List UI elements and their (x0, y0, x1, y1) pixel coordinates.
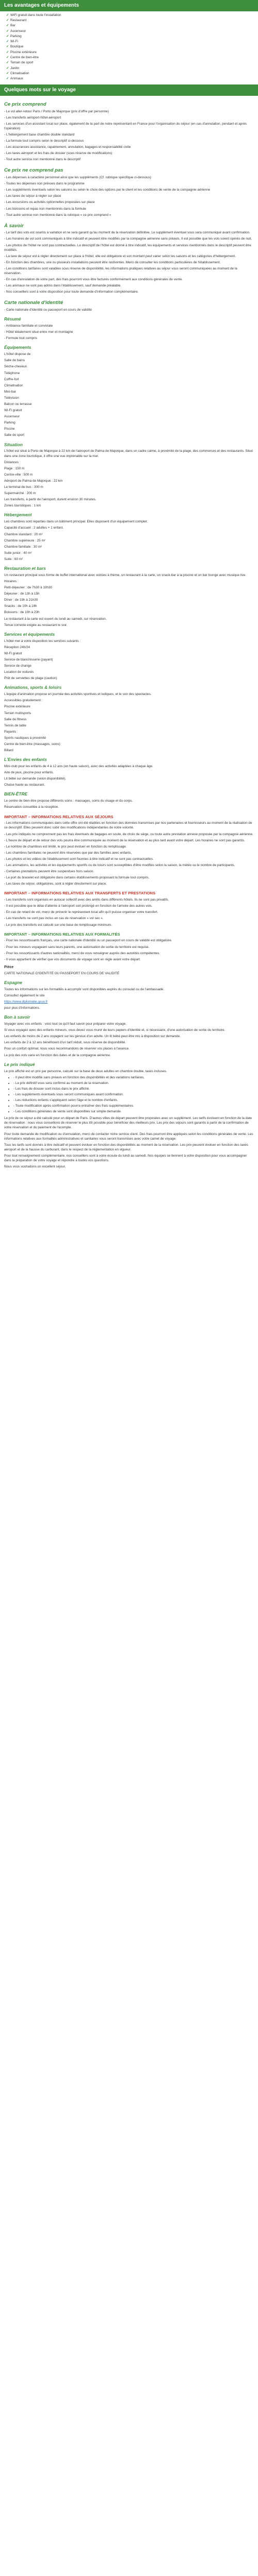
paragraph: Centre de bien-être (massages, soins) (4, 742, 60, 746)
check-icon: ✓ (6, 71, 9, 75)
feature-item (6, 23, 254, 28)
paragraph: - Le port du bracelet est obligatoire dans certains établissements proposant la formule tout compris. (4, 876, 150, 880)
paragraph: L'équipe d'animation propose en journée des activités sportives et ludiques, et le soir des spectacles. (4, 692, 152, 697)
section (4, 299, 254, 312)
section-heading: Restauration et bars (4, 565, 46, 571)
feature-label: Climatisation (10, 71, 29, 75)
check-icon: ✓ (6, 40, 9, 44)
paragraph: - Les horaires de vol sont communiqués à titre indicatif et peuvent être modifiés par la compagnie aérienne sans préavis. Il est possible que les vols soient opérés de nuit. (4, 237, 252, 241)
paragraph: L'hôtel dispose de : (4, 352, 33, 357)
paragraph: Terrain multisports (4, 711, 31, 715)
check-icon: ✓ (6, 77, 9, 81)
section (4, 1062, 254, 1074)
paragraph: Salle de sport (4, 433, 25, 437)
paragraph: Télévision (4, 396, 19, 400)
paragraph: - Certaines prestations peuvent être suspendues hors saison. (4, 870, 94, 874)
paragraph: Chambre standard : 20 m² (4, 532, 43, 536)
section-heading: BIEN-ÊTRE (4, 791, 28, 797)
feature-list (4, 11, 254, 81)
paragraph: Balcon ou terrasse (4, 402, 32, 406)
feature-label: Centre de bien-être (10, 56, 39, 60)
bullet-item: • - Les conditions générales de vente sont disponibles sur simple demande. (13, 1109, 254, 1114)
paragraph: Sports nautiques à proximité (4, 736, 46, 740)
paragraph: - En cas d'annulation de votre part, des frais pourront vous être facturés conformément aux conditions générales de vente. (4, 278, 183, 282)
paragraph: Supermarché : 200 m (4, 492, 36, 496)
paragraph: - Formule tout compris (4, 336, 37, 341)
paragraph: Les enfants de moins de 2 ans voyagent sur les genoux d'un adulte. Un lit bébé peut être mis à disposition sur demande. (4, 1035, 181, 1039)
paragraph: - Les boissons et repas non mentionnés dans la formule (4, 207, 86, 211)
paragraph: - Les informations communiquées dans cette offre ont été établies en fonction des données transmises par nos partenaires et fournisseurs au moment de la réalisation de ce descriptif. Elles peuvent donc subir des modifications indépendantes de notre volonté. (4, 821, 252, 830)
paragraph: Suite : 60 m² (4, 557, 23, 561)
section-heading: À savoir (4, 223, 24, 229)
paragraph: Prêt de serviettes de plage (caution) (4, 676, 57, 681)
paragraph: - Le prix des transferts est calculé sur une base de remplissage minimum. (4, 923, 112, 927)
page (0, 0, 258, 1181)
paragraph: Accessibles gratuitement : (4, 699, 43, 703)
section-heading: Ce prix ne comprend pas (4, 167, 63, 174)
paragraph: - Il est possible que le délai d'attente à l'aéroport soit prolongé en fonction de l'arrivée des autres vols. (4, 904, 153, 908)
section-heading: Situation (4, 442, 23, 447)
section-heading: L'Envies des enfants (4, 757, 47, 762)
paragraph: Service de change (4, 664, 31, 668)
paragraph: Centre-ville : 500 m (4, 472, 33, 477)
paragraph: Wi-Fi gratuit (4, 409, 22, 413)
paragraph: - La taxe de séjour est à régler directement sur place à l'hôtel, elle est obligatoire et son montant peut varier selon les saisons et les catégories d'hébergement. (4, 254, 236, 258)
check-icon: ✓ (6, 34, 9, 38)
paragraph: - L'hébergement base chambre double standard (4, 133, 75, 137)
section-heading: Espagne (4, 979, 22, 985)
paragraph: Tous les tarifs sont donnés à titre indicatif et peuvent évoluer en fonction des disponibilités au moment de la réservation. Les prix peuvent évoluer en fonction des taxes aéroport et de la hausse du carburant, dans le respect de la réglementation en vigueur. (4, 1143, 248, 1151)
external-link[interactable]: https://www.diplomatie.gouv.fr (4, 999, 48, 1004)
paragraph: - Le nombre de chambres est limité, le prix peut évoluer en fonction du remplissage. (4, 844, 127, 849)
paragraph: Tennis de table (4, 723, 26, 727)
check-icon: ✓ (6, 24, 9, 28)
paragraph: - Les suppléments éventuels selon les saisons ou selon le choix des options par le client et les conditions de vente de la compagnie aérienne (4, 188, 211, 192)
paragraph: Réservation conseillée à la réception. (4, 805, 59, 809)
paragraph: Sèche-cheveux (4, 365, 27, 369)
paragraph: - Ambiance familiale et conviviale (4, 324, 53, 328)
bullet-item: • - Le prix définitif vous sera confirmé au moment de la réservation. (13, 1081, 254, 1086)
section (4, 815, 254, 887)
paragraph: - Les services d'un assistant local sur place, également de la part de notre représentant en France pour l'organisation du séjour (en cas d'annulation, pendant et après l'opération) (4, 122, 247, 130)
section (4, 442, 254, 509)
section-heading: Équipements (4, 345, 31, 350)
paragraph: Horaires : (4, 579, 19, 583)
section (4, 965, 254, 976)
feature-label: Terrain de sport (10, 61, 34, 65)
paragraph: Nous vous souhaitons un excellent séjour. (4, 1165, 66, 1169)
paragraph: Wi-Fi gratuit (4, 651, 22, 655)
section (4, 512, 254, 562)
section (4, 345, 254, 437)
section (4, 791, 254, 809)
paragraph: - Les photos et les vidéos de l'établissement sont fournies à titre indicatif et ne sont pas contractuelles. (4, 857, 154, 861)
section (4, 685, 254, 753)
section-heading: Carte nationale d'identité (4, 300, 63, 306)
feature-label: Restaurant (10, 19, 27, 23)
paragraph: Piscine extérieure (4, 705, 30, 709)
check-icon: ✓ (6, 66, 9, 70)
paragraph: Climatisation (4, 383, 23, 387)
feature-label: Piscine extérieure (10, 50, 37, 54)
section (4, 1116, 254, 1169)
paragraph: - Les transferts sont organisés en autocar collectif avec des arrêts dans différents hôtels. Ils ne sont pas privatifs. (4, 898, 169, 902)
paragraph: Pour un confort optimal, nous vous recommandons de réserver vos places à l'avance. (4, 1047, 130, 1051)
paragraph: Mini-bar (4, 389, 17, 394)
paragraph: L'hôtel met à votre disposition les services suivants : (4, 639, 81, 643)
paragraph: Service de blanchisserie (payant) (4, 657, 53, 662)
paragraph: - Les animations, les activités et les équipements sportifs ou de loisirs sont susceptibles d'être modifiés selon la saison, la météo ou le nombre de participants. (4, 863, 235, 868)
paragraph: - Toutes les dépenses non prévues dans le programme (4, 182, 85, 186)
paragraph: Le restaurant à la carte est ouvert du lundi au samedi, sur réservation. (4, 617, 107, 621)
check-icon: ✓ (6, 13, 9, 17)
paragraph: - Les transferts aéroport-hôtel-aéroport (4, 115, 61, 120)
paragraph: Billard (4, 749, 13, 753)
bullet-item: • - Il peut être modifié sans préavis en fonction des disponibilités et des variations tarifaires. (13, 1075, 254, 1080)
paragraph: Le prix des vols varie en fonction des dates et de la compagnie aérienne. (4, 1053, 111, 1057)
paragraph: Le prix affiché est un prix par personne, calculé sur la base de deux adultes en chambre double, taxes incluses. (4, 1069, 167, 1073)
paragraph: Le centre de bien-être propose différents soins : massages, soins du visage et du corps. (4, 799, 133, 803)
link-paragraph (4, 999, 254, 1004)
paragraph: Déjeuner : de 13h à 15h (4, 592, 40, 596)
paragraph: Zones touristiques : 1 km (4, 504, 41, 508)
feature-label: Ascenseur (10, 29, 26, 33)
feature-label: Boutique (10, 45, 24, 49)
paragraph: Salle de fitness (4, 717, 27, 721)
paragraph: - Tout autre service non mentionné dans le descriptif (4, 158, 81, 162)
paragraph: - Les taxes de séjour, obligatoires, sont à régler directement sur place. (4, 882, 107, 886)
paragraph: L'hôtel est situé à Porto de Majorque à 22 km de l'aéroport de Palma de Majorque, dans un cadre calme, à proximité de la plage, des commerces et des restaurants. Situé dans une zone touristique, il offre une vue imprenable sur la mer. (4, 449, 253, 458)
check-icon: ✓ (6, 19, 9, 23)
feature-item (6, 39, 254, 44)
paragraph: Aire de jeux, piscine pour enfants. (4, 771, 54, 775)
feature-label: Bar (10, 24, 15, 28)
paragraph: - Les prix indiqués ne comprennent pas les frais éventuels de bagages en soute, de choix de siège, ou toute autre prestation annexe proposée par la compagnie aérienne. (4, 832, 253, 836)
section-heading: Pièce (4, 965, 14, 969)
paragraph: - En cas de retard de vol, merci de prévenir le représentant local afin qu'il puisse organiser votre transfert. (4, 910, 158, 914)
feature-item (6, 71, 254, 76)
paragraph: Location de voitures (4, 670, 34, 674)
paragraph: - En fonction des chambres, une ou plusieurs installations peuvent être restreintes. Merci de consulter les conditions particulières de l'établissement. (4, 260, 221, 264)
feature-label: Parking (10, 34, 22, 38)
paragraph: Consultez également le site (4, 993, 45, 997)
paragraph: - L'heure de départ et de retour des vols pourra être communiquée au moment de la réservation et au plus tard avant votre départ. Les horaires ne sont pas garantis. (4, 838, 245, 842)
paragraph: - La formule tout compris selon le descriptif ci-dessous (4, 139, 84, 143)
section-heading: Le prix indiqué (4, 1061, 35, 1067)
feature-item (6, 65, 254, 71)
check-icon: ✓ (6, 61, 9, 65)
paragraph: - Le vol aller-retour Paris / Porto de Majorque (prix d'offre par personne) (4, 109, 109, 113)
paragraph: Distances : (4, 460, 21, 464)
paragraph: Dîner : de 19h à 21h30 (4, 598, 38, 602)
bullet-item: • - Les frais de dossier sont inclus dans le prix affiché. (13, 1087, 254, 1091)
section-heading: IMPORTANT – INFORMATIONS RELATIVES AUX SÉJOURS (4, 814, 114, 819)
check-icon: ✓ (6, 50, 9, 54)
check-icon: ✓ (6, 56, 9, 60)
section-heading: Ce prix comprend (4, 101, 46, 108)
paragraph: Capacité d'accueil : 2 adultes + 1 enfant. (4, 526, 64, 530)
paragraph: - Les assurances assistance, rapatriement, annulation, bagages et responsabilité civile (4, 145, 131, 149)
paragraph: Chambre supérieure : 25 m² (4, 538, 45, 543)
paragraph: Chaise haute au restaurant. (4, 783, 45, 787)
section-heading: Hébergement (4, 512, 32, 518)
feature-item (6, 12, 254, 18)
paragraph: Lit bébé sur demande (selon disponibilité). (4, 777, 67, 781)
feature-item (6, 76, 254, 81)
section (4, 632, 254, 681)
paragraph: Le terminal de bus : 300 m (4, 485, 43, 489)
section-heading: Bon à savoir (4, 1014, 30, 1020)
paragraph: Salle de bains (4, 359, 25, 363)
paragraph: Un restaurant principal sous forme de buffet international avec soirées à thème, un restaurant à la carte, un snack-bar à la piscine et un bar lounge avec musique live. (4, 573, 247, 577)
paragraph: - Pour les ressortissants d'autres nationalités, merci de vous renseigner auprès des autorités compétentes. (4, 951, 160, 955)
feature-item (6, 33, 254, 39)
paragraph: Boissons : de 10h à 23h (4, 611, 40, 615)
paragraph: - Les chambres familiales ne peuvent être réservées que par des familles avec enfants. (4, 851, 132, 855)
bullet-item: • - Toute modification après confirmation pourra entraîner des frais supplémentaires. (13, 1104, 254, 1108)
paragraph: - Nos conseillers sont à votre disposition pour toute demande d'information complémentaire. (4, 290, 139, 294)
paragraph: - Tout autre service non mentionné dans la rubrique « ce prix comprend » (4, 213, 111, 217)
paragraph: - Pour les mineurs voyageant sans leurs parents, une autorisation de sortie du territoire est requise. (4, 945, 150, 949)
section (4, 1014, 254, 1057)
paragraph: - Les photos de l'hôtel ne sont pas contractuelles. Le descriptif de l'hôtel est donné à titre indicatif, les équipements et services mentionnés dans le descriptif peuvent être modifiés. (4, 243, 251, 252)
paragraph: Les chambres sont réparties dans un bâtiment principal. Elles disposent d'un équipement complet. (4, 520, 148, 524)
bullet-item: • - Les réductions enfants s'appliquent selon l'âge et le nombre d'enfants. (13, 1098, 254, 1103)
paragraph: Les transferts, à partir de l'aéroport, durent environ 30 minutes. (4, 498, 96, 502)
feature-label: WiFi gratuit dans toute l'installation (10, 13, 61, 17)
section (4, 223, 254, 295)
paragraph: - Les taxes aéroport et les frais de dossier (sous réserve de modifications) (4, 151, 112, 156)
paragraph: - Les conditions tarifaires sont valables sous réserve de disponibilité, les informations pratiques relatives au séjour vous seront communiquées au moment de la réservation. (4, 266, 237, 276)
paragraph: CARTE NATIONALE D'IDENTITÉ OU PASSEPORT EN COURS DE VALIDITÉ (4, 971, 120, 975)
feature-label: Animaux (10, 77, 23, 81)
paragraph: Mini-club pour les enfants de 4 à 12 ans (en haute saison), avec des activités adaptées à chaque âge. (4, 765, 153, 769)
section (4, 980, 254, 1010)
paragraph: Les enfants de 2 à 12 ans bénéficient d'un tarif réduit, sous réserve de disponibilité. (4, 1041, 126, 1045)
paragraph: Réception 24h/24 (4, 645, 30, 649)
section (4, 932, 254, 962)
feature-item (6, 55, 254, 60)
paragraph: Payants : (4, 730, 18, 734)
paragraph: - Les dépenses à caractère personnel ainsi que les suppléments (Cf. rubrique spécifique ci-dessous) (4, 176, 151, 180)
paragraph: - Les excursions ou activités optionnelles proposées sur place (4, 200, 95, 205)
paragraph: - Hôtel idéalement situé entre mer et montagne (4, 330, 73, 334)
paragraph: Téléphone (4, 371, 20, 375)
feature-item (6, 28, 254, 33)
sections-container (4, 101, 254, 1169)
paragraph: Voyager avec vos enfants : voici tout ce qu'il faut savoir pour préparer votre voyage. (4, 1022, 127, 1026)
section (4, 1075, 254, 1114)
check-icon: ✓ (6, 29, 9, 33)
bullet-item: • - Les suppléments éventuels vous seront communiqués avant confirmation. (13, 1092, 254, 1097)
paragraph: Pour toute demande de modification ou d'annulation, merci de contacter notre service client. Des frais pourront être appliqués selon les conditions générales de vente. Les informations relatives aux formalités administratives et sanitaires vous seront transmises avec votre carnet de voyage. (4, 1132, 253, 1141)
paragraph: Pour tout renseignement complémentaire, nos conseillers sont à votre écoute du lundi au samedi. Nos équipes se tiennent à votre disposition pour vous accompagner dans la préparation de votre voyage et répondre à toutes vos questions. (4, 1154, 247, 1163)
section-heading: Services et équipements (4, 631, 55, 637)
feature-item (6, 18, 254, 23)
paragraph: Snacks : de 10h à 18h (4, 604, 37, 608)
section (4, 167, 254, 217)
paragraph: Ascenseur (4, 415, 20, 419)
paragraph: - Le tarif des vols est soumis à variation et ne sera garanti qu'au moment de la réservation définitive. Le supplément éventuel vous sera communiqué avant confirmation. (4, 231, 250, 235)
amenities-band: Les avantages et équipements (0, 0, 258, 11)
bullet-list (4, 1075, 254, 1114)
paragraph: - Il vous appartient de vérifier que vos documents de voyage sont en règle avant votre départ. (4, 957, 141, 961)
paragraph: Toutes les informations sur les formalités à accomplir sont disponibles auprès du consulat ou de l'ambassade. (4, 987, 165, 991)
paragraph: Si vous voyagez avec des enfants mineurs, vous devez vous munir de leurs papiers d'identité et, si nécessaire, d'une autorisation de sortie du territoire. (4, 1028, 225, 1032)
paragraph: Plage : 150 m (4, 466, 25, 470)
section (4, 316, 254, 341)
feature-item (6, 44, 254, 49)
feature-item (6, 60, 254, 65)
paragraph: Piscine (4, 427, 15, 431)
paragraph: Coffre-fort (4, 377, 19, 381)
section (4, 757, 254, 787)
feature-item (6, 49, 254, 55)
section-heading: IMPORTANT – INFORMATIONS RELATIVES AUX FORMALITÉS (4, 931, 120, 937)
feature-label: Wi-Fi (10, 40, 18, 44)
paragraph: - Les animaux ne sont pas admis dans l'établissement, sauf demande préalable. (4, 284, 122, 288)
paragraph: - Pour les ressortissants français, une carte nationale d'identité ou un passeport en cours de validité est obligatoire. (4, 939, 172, 943)
paragraph: Tenue correcte exigée au restaurant le soir. (4, 623, 68, 627)
paragraph: Petit-déjeuner : de 7h30 à 10h30 (4, 586, 53, 590)
paragraph: pour plus d'informations. (4, 1006, 40, 1010)
paragraph: Le prix de ce séjour a été calculé pour un départ de Paris. D'autres villes de départ peuvent être proposées avec un supplément. Les tarifs évoluent en fonction de la date de réservation : nous vous conseillons de réserver le plus tôt possible pour bénéficier des meilleurs prix. Les prix des séjours sont garantis à partir de la confirmation de votre réservation et du paiement de l'acompte. (4, 1116, 252, 1130)
section-heading: Résumé (4, 316, 21, 322)
check-icon: ✓ (6, 45, 9, 49)
paragraph: Aéroport de Palma de Majorque : 22 km (4, 479, 63, 483)
paragraph: - Les taxes de séjour à régler sur place (4, 194, 61, 198)
section (4, 101, 254, 162)
paragraph: - Les transferts ne sont pas inclus en cas de réservation « vol sec ». (4, 917, 104, 921)
feature-label: Jardin (10, 66, 20, 70)
section-heading: Animations, sports & loisirs (4, 685, 62, 690)
faq-band: Quelques mots sur le voyage (0, 84, 258, 96)
paragraph: Suite junior : 40 m² (4, 551, 32, 555)
paragraph: Parking (4, 421, 15, 425)
paragraph: Chambre familiale : 30 m² (4, 545, 42, 549)
paragraph: - Carte nationale d'identité ou passeport en cours de validité (4, 308, 92, 312)
section-heading: IMPORTANT – INFORMATIONS RELATIVES AUX TRANSFERTS ET PRESTATIONS (4, 891, 156, 896)
section (4, 891, 254, 927)
section (4, 566, 254, 628)
